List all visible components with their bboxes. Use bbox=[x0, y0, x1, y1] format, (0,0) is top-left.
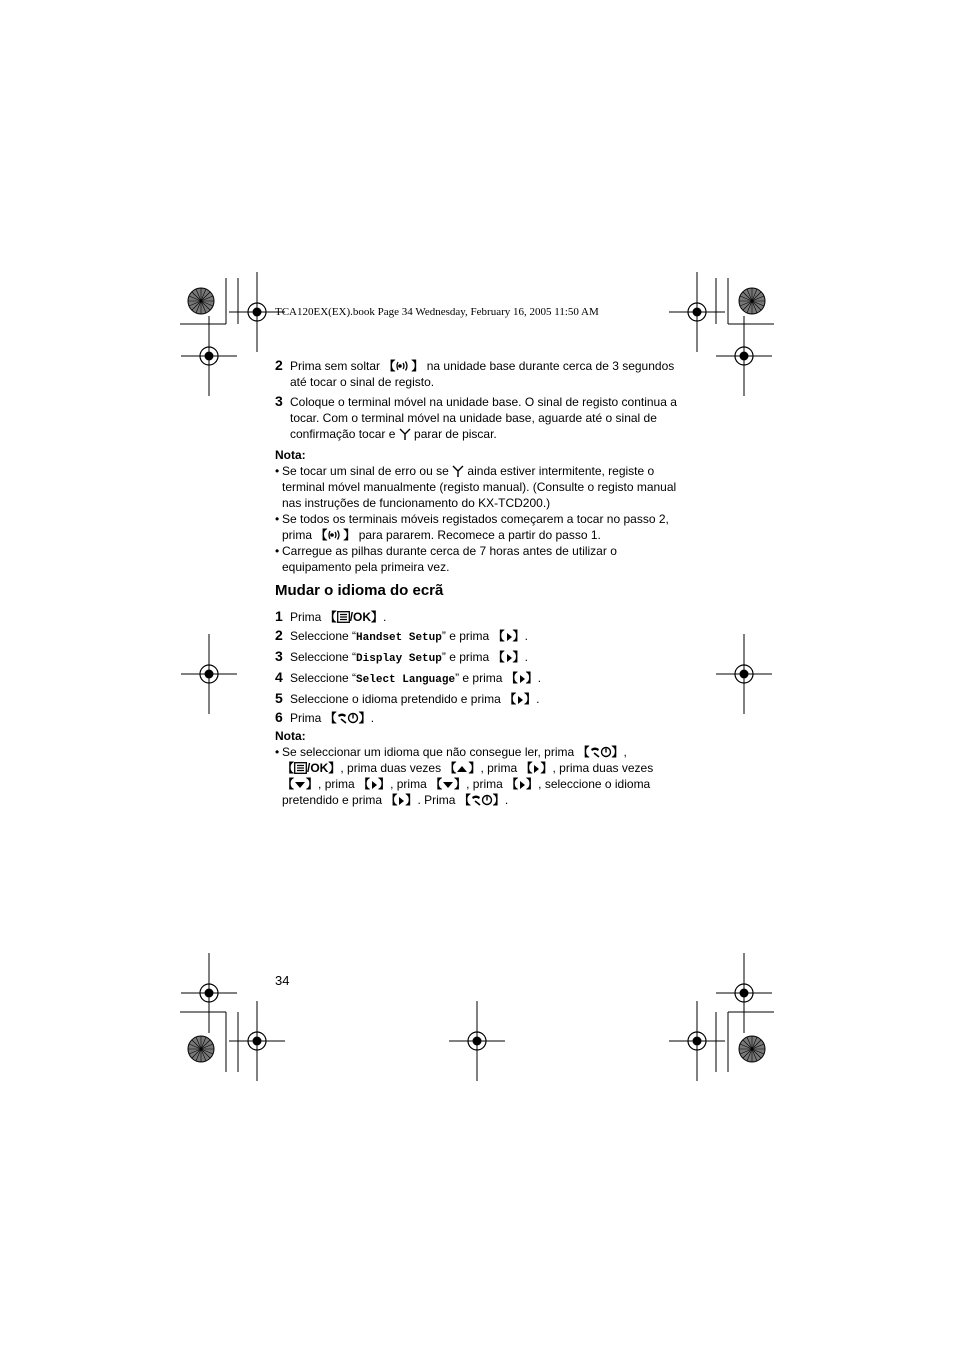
up-arrow-icon: 【 】 bbox=[444, 761, 481, 775]
locator-key-icon: 【 】 bbox=[383, 359, 424, 373]
right-arrow-icon: 【 】 bbox=[520, 761, 553, 775]
right-arrow-icon: 【 】 bbox=[506, 777, 539, 791]
right-arrow-icon: 【 】 bbox=[504, 692, 537, 706]
note-item: • Se todos os terminais móveis registados começarem a tocar no passo 2, prima 【 】 para pararem. Recomece a partir do passo 1. bbox=[275, 511, 685, 543]
step-number: 3 bbox=[275, 393, 283, 409]
menu-ok-key: 【 /OK】 bbox=[324, 610, 384, 624]
step-1: 1 Prima 【 /OK】. bbox=[275, 608, 387, 624]
section-title: Mudar o idioma do ecrã bbox=[275, 582, 444, 599]
right-arrow-icon: 【 】 bbox=[505, 671, 538, 685]
menu-ok-key: 【 /OK】 bbox=[282, 761, 341, 775]
step-number: 2 bbox=[275, 357, 283, 373]
file-info-header: TCA120EX(EX).book Page 34 Wednesday, February 16, 2005 11:50 AM bbox=[275, 306, 599, 318]
right-arrow-icon: 【 】 bbox=[492, 629, 525, 643]
note-item: • Se tocar um sinal de erro ou se ainda estiver intermitente, registe o terminal móvel manualmente (registo manual). (Consulte o registo manual nas instruções de funcionamento do KX-TCD200.) bbox=[275, 463, 685, 511]
note-item: • Se seleccionar um idioma que não consegue ler, prima 【 】, 【 /OK】, prima duas vezes 【 】, prima 【 】, prima duas vezes 【 】, prima 【 】, prima 【 】, prima 【 】, seleccione o idioma pretendido e prima 【 】. Prima 【 】. bbox=[275, 744, 685, 808]
step-4: 4 Seleccione “Select Language” e prima 【 】. bbox=[275, 669, 542, 686]
down-arrow-icon: 【 】 bbox=[282, 777, 319, 791]
step-5: 5 Seleccione o idioma pretendido e prima 【 】. bbox=[275, 690, 540, 706]
antenna-icon bbox=[452, 465, 464, 477]
page-number: 34 bbox=[275, 973, 290, 988]
right-arrow-icon: 【 】 bbox=[358, 777, 391, 791]
step-2: 2 Seleccione “Handset Setup” e prima 【 】. bbox=[275, 627, 528, 644]
locator-key-icon: 【 】 bbox=[315, 528, 356, 542]
note-heading: Nota: bbox=[275, 448, 306, 462]
menu-key-icon bbox=[294, 762, 307, 774]
off-power-key-icon: 【 】 bbox=[324, 711, 371, 725]
note-heading: Nota: bbox=[275, 729, 306, 743]
antenna-icon bbox=[399, 428, 411, 440]
down-arrow-icon: 【 】 bbox=[430, 777, 467, 791]
step-6: 6 Prima 【 】. bbox=[275, 709, 375, 725]
off-power-key-icon: 【 】 bbox=[458, 793, 505, 807]
manual-content bbox=[275, 358, 685, 808]
right-arrow-icon: 【 】 bbox=[492, 650, 525, 664]
off-power-key-icon: 【 】 bbox=[577, 745, 624, 759]
step-2-registration: 2 Prima sem soltar 【 】 na unidade base durante cerca de 3 segundos até tocar o sinal de registo. bbox=[275, 357, 675, 389]
note-item: • Carregue as pilhas durante cerca de 7 horas antes de utilizar o equipamento pela primeira vez. bbox=[275, 543, 685, 575]
step-3: 3 Seleccione “Display Setup” e prima 【 】. bbox=[275, 648, 528, 665]
menu-key-icon bbox=[337, 611, 350, 623]
right-arrow-icon: 【 】 bbox=[385, 793, 418, 807]
step-3-registration: 3 Coloque o terminal móvel na unidade base. O sinal de registo continua a tocar. Com o terminal móvel na unidade base, aguarde até o sinal de confirmação tocar e parar de piscar. bbox=[275, 393, 677, 441]
